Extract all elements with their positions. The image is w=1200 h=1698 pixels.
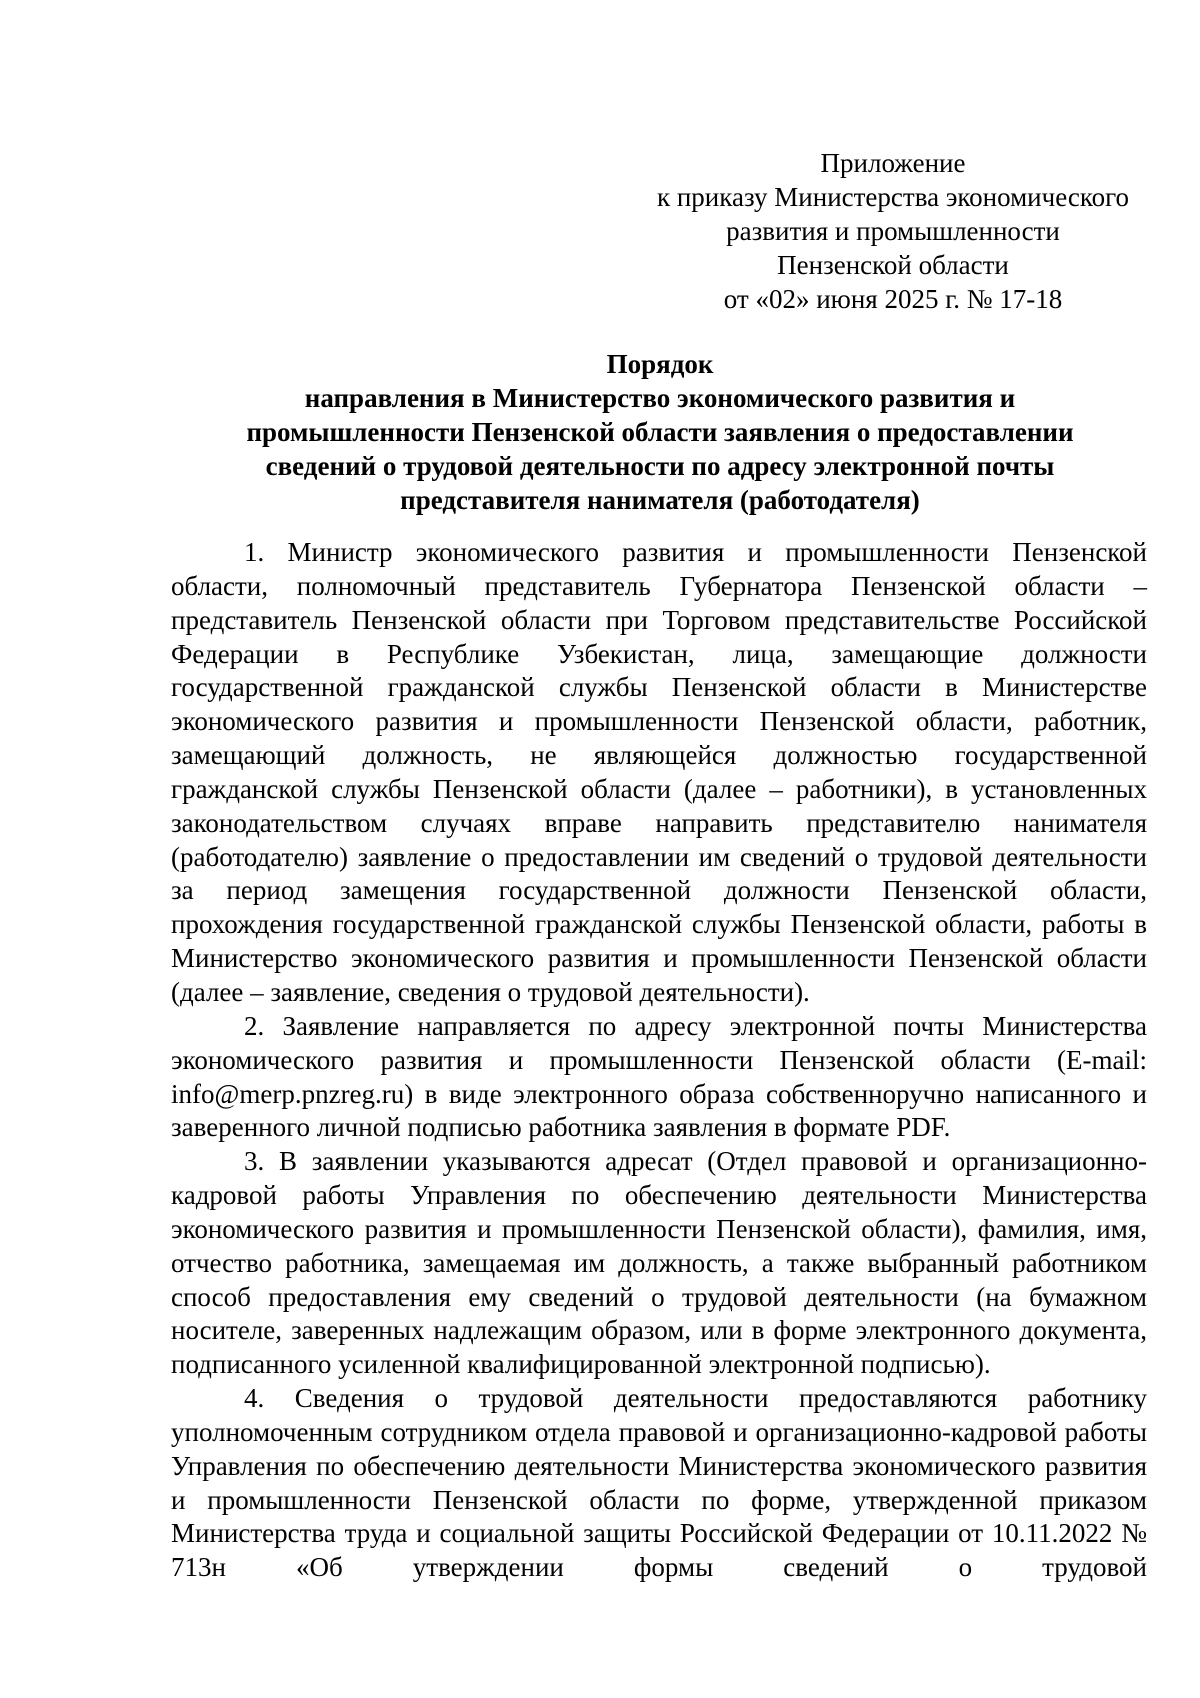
appendix-line: Пензенской области (777, 250, 1009, 280)
title-line: сведений о трудовой деятельности по адресу электронной почты (265, 451, 1055, 481)
paragraph-1: 1. Министр экономического развития и промышленности Пензенской области, полномочный представитель Губернатора Пензенской области – представитель Пензенской области при Торговом представительстве Российской Федерации в Республике Узбекистан, лица, замещающие должности государственной гражданской службы Пензенской области в Министерстве экономического развития и промышленности Пензенской области, работник, замещающий должность, не являющейся должностью государственной гражданской службы Пензенской области (далее – работники), в установленных законодательством случаях вправе направить представителю нанимателя (работодателю) заявление о предоставлении им сведений о трудовой деятельности за период замещения государственной должности Пензенской области, прохождения государственной гражданской службы Пензенской области, работы в Министерство экономического развития и промышленности Пензенской области (далее – заявление, сведения о трудовой деятельности). (171, 537, 1147, 1007)
title-line: промышленности Пензенской области заявления о предоставлении (246, 417, 1074, 447)
appendix-header (640, 146, 1146, 316)
document-title (170, 347, 1150, 517)
title-line: Порядок (606, 349, 714, 379)
document-body (171, 536, 1147, 1585)
title-line: представителя нанимателя (работодателя) (400, 485, 920, 515)
appendix-line: развития и промышленности (726, 216, 1060, 246)
appendix-line: от «02» июня 2025 г. № 17-18 (723, 284, 1063, 314)
title-line: направления в Министерство экономического развития и (304, 383, 1016, 413)
appendix-line: к приказу Министерства экономического (656, 182, 1129, 212)
paragraph-4: 4. Сведения о трудовой деятельности предоставляются работнику уполномоченным сотрудником отдела правовой и организационно-кадровой работы Управления по обеспечению деятельности Министерства экономического развития и промышленности Пензенской области по форме, утвержденной приказом Министерства труда и социальной защиты Российской Федерации от 10.11.2022 № 713н «Об утверждении формы сведений о трудовой (171, 1383, 1147, 1583)
appendix-line: Приложение (820, 148, 966, 178)
paragraph-2: 2. Заявление направляется по адресу электронной почты Министерства экономического развития и промышленности Пензенской области (E-mail: info@merp.pnzreg.ru) в виде электронного образа собственноручно написанного и заверенного личной подписью работника заявления в формате PDF. (171, 1010, 1147, 1143)
paragraph-3: 3. В заявлении указываются адресат (Отдел правовой и организационно-кадровой работы Управления по обеспечению деятельности Министерства экономического развития и промышленности Пензенской области), фамилия, имя, отчество работника, замещаемая им должность, а также выбранный работником способ предоставления ему сведений о трудовой деятельности (на бумажном носителе, заверенных надлежащим образом, или в форме электронного документа, подписанного усиленной квалифицированной электронной подписью). (171, 1146, 1147, 1380)
